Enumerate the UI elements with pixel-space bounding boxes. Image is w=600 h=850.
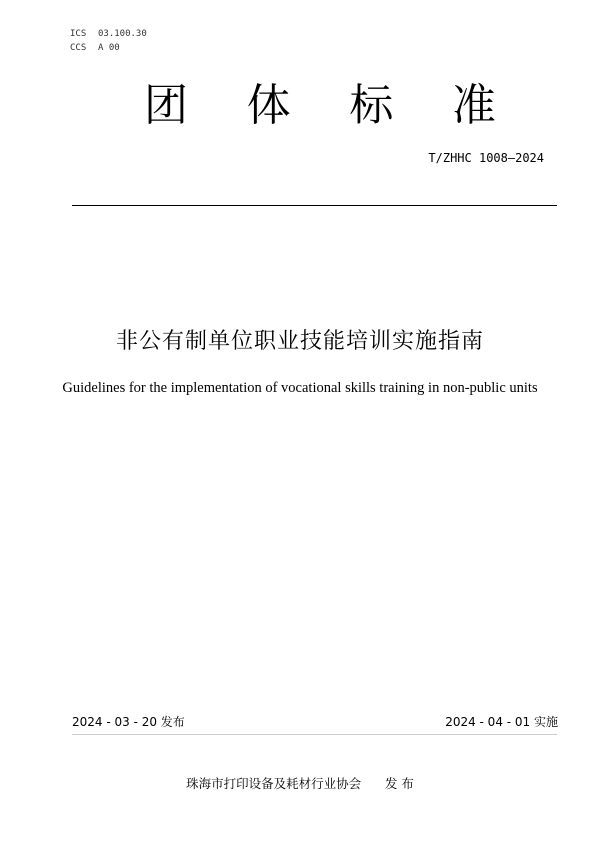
document-title-english: Guidelines for the implementation of vocational skills training in non-public units	[62, 380, 538, 396]
standard-type-char: 体	[246, 80, 291, 131]
ccs-label: CCS	[70, 43, 87, 53]
publisher-action: 发 布	[384, 776, 414, 791]
ics-value: 03.100.30	[98, 29, 147, 39]
publisher-name: 珠海市打印设备及耗材行业协会	[186, 776, 362, 791]
ccs-code	[70, 42, 120, 54]
document-title-chinese: 非公有制单位职业技能培训实施指南	[115, 329, 484, 354]
ics-code	[70, 28, 147, 40]
standard-number: T/ZHHC 1008—2024	[428, 151, 544, 165]
effective-date: 2024 - 04 - 01 实施	[445, 715, 558, 729]
bottom-divider	[72, 734, 557, 735]
standard-type-char: 准	[451, 80, 496, 131]
publisher-line	[0, 774, 600, 794]
top-divider	[72, 205, 557, 206]
ics-label: ICS	[70, 29, 87, 39]
ccs-value: A 00	[98, 43, 120, 53]
issue-date: 2024 - 03 - 20 发布	[72, 715, 185, 729]
standard-type-heading	[140, 80, 500, 132]
standard-type-char: 团	[144, 80, 188, 131]
standard-type-char: 标	[349, 80, 394, 131]
